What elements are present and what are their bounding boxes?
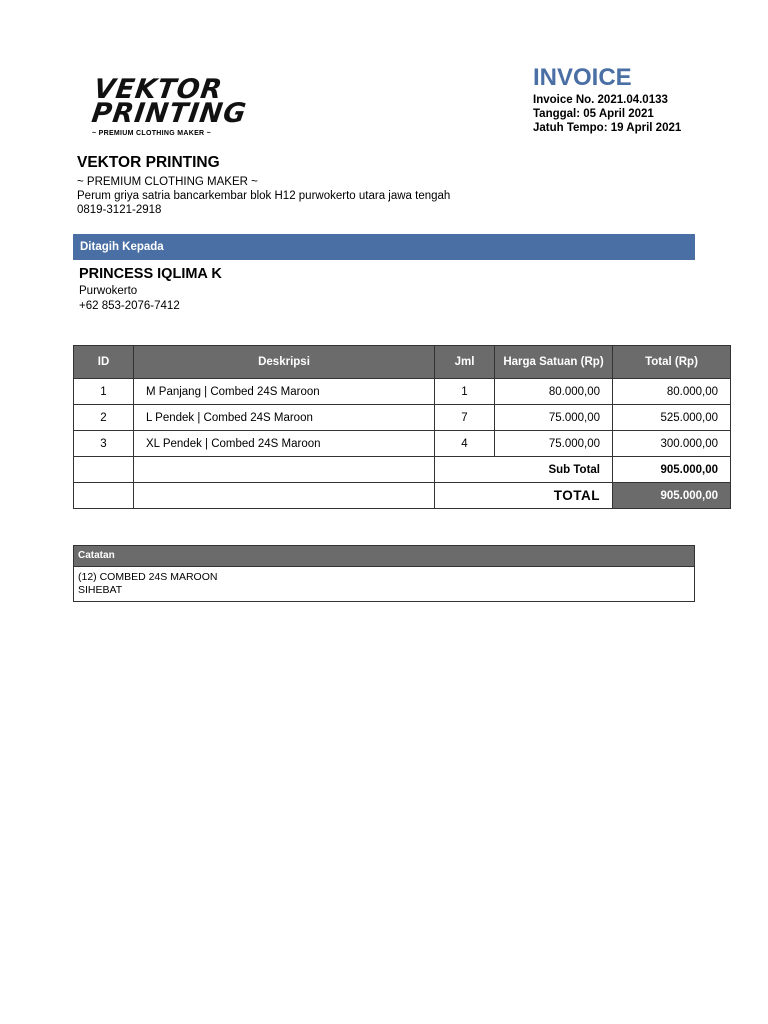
company-tagline: ~ PREMIUM CLOTHING MAKER ~ xyxy=(77,176,258,188)
client-name: PRINCESS IQLIMA K xyxy=(79,266,222,282)
notes-line: (12) COMBED 24S MAROON xyxy=(78,571,218,583)
notes-heading: Catatan xyxy=(74,546,694,567)
invoice-meta xyxy=(533,93,681,135)
cell-quantity: 7 xyxy=(435,405,495,431)
cell-total: 80.000,00 xyxy=(613,379,731,405)
header-total: Total (Rp) xyxy=(613,346,731,379)
subtotal-row xyxy=(74,457,731,483)
table-row xyxy=(74,405,731,431)
header-quantity: Jml xyxy=(435,346,495,379)
notes-line: SIHEBAT xyxy=(78,584,123,596)
bill-to-heading: Ditagih Kepada xyxy=(73,234,695,260)
notes-body xyxy=(74,567,694,601)
total-row xyxy=(74,483,731,509)
cell-total: 300.000,00 xyxy=(613,431,731,457)
spacer-cell xyxy=(134,457,435,483)
logo-tagline: ~ PREMIUM CLOTHING MAKER ~ xyxy=(92,130,212,137)
spacer-cell xyxy=(74,457,134,483)
cell-description: L Pendek | Combed 24S Maroon xyxy=(134,405,435,431)
subtotal-label: Sub Total xyxy=(435,457,613,483)
header-description: Deskripsi xyxy=(134,346,435,379)
cell-quantity: 4 xyxy=(435,431,495,457)
invoice-date: Tanggal: 05 April 2021 xyxy=(533,108,654,120)
cell-unit-price: 80.000,00 xyxy=(495,379,613,405)
company-phone: 0819-3121-2918 xyxy=(77,204,162,216)
company-name: VEKTOR PRINTING xyxy=(77,154,220,171)
table-header-row xyxy=(74,346,731,379)
table-row xyxy=(74,379,731,405)
notes-box xyxy=(73,545,695,602)
spacer-cell xyxy=(74,483,134,509)
company-address: Perum griya satria bancarkembar blok H12 purwokerto utara jawa tengah xyxy=(77,190,451,202)
logo-text-line1: VEKTOR xyxy=(91,74,225,105)
logo-text-line2: PRINTING xyxy=(89,98,249,129)
company-logo xyxy=(88,74,249,142)
cell-id: 3 xyxy=(74,431,134,457)
cell-description: M Panjang | Combed 24S Maroon xyxy=(134,379,435,405)
cell-unit-price: 75.000,00 xyxy=(495,431,613,457)
invoice-due-date: Jatuh Tempo: 19 April 2021 xyxy=(533,122,682,134)
cell-id: 1 xyxy=(74,379,134,405)
table-row xyxy=(74,431,731,457)
total-value: 905.000,00 xyxy=(613,483,731,509)
header-unit-price: Harga Satuan (Rp) xyxy=(495,346,613,379)
cell-description: XL Pendek | Combed 24S Maroon xyxy=(134,431,435,457)
company-info xyxy=(77,154,450,217)
cell-unit-price: 75.000,00 xyxy=(495,405,613,431)
spacer-cell xyxy=(134,483,435,509)
items-table xyxy=(73,345,731,509)
client-phone: +62 853-2076-7412 xyxy=(79,300,180,312)
invoice-number: Invoice No. 2021.04.0133 xyxy=(533,94,668,106)
client-info xyxy=(79,266,222,314)
cell-id: 2 xyxy=(74,405,134,431)
cell-quantity: 1 xyxy=(435,379,495,405)
header-id: ID xyxy=(74,346,134,379)
client-city: Purwokerto xyxy=(79,285,138,297)
invoice-title: INVOICE xyxy=(533,64,632,91)
total-label: TOTAL xyxy=(435,483,613,509)
subtotal-value: 905.000,00 xyxy=(613,457,731,483)
cell-total: 525.000,00 xyxy=(613,405,731,431)
